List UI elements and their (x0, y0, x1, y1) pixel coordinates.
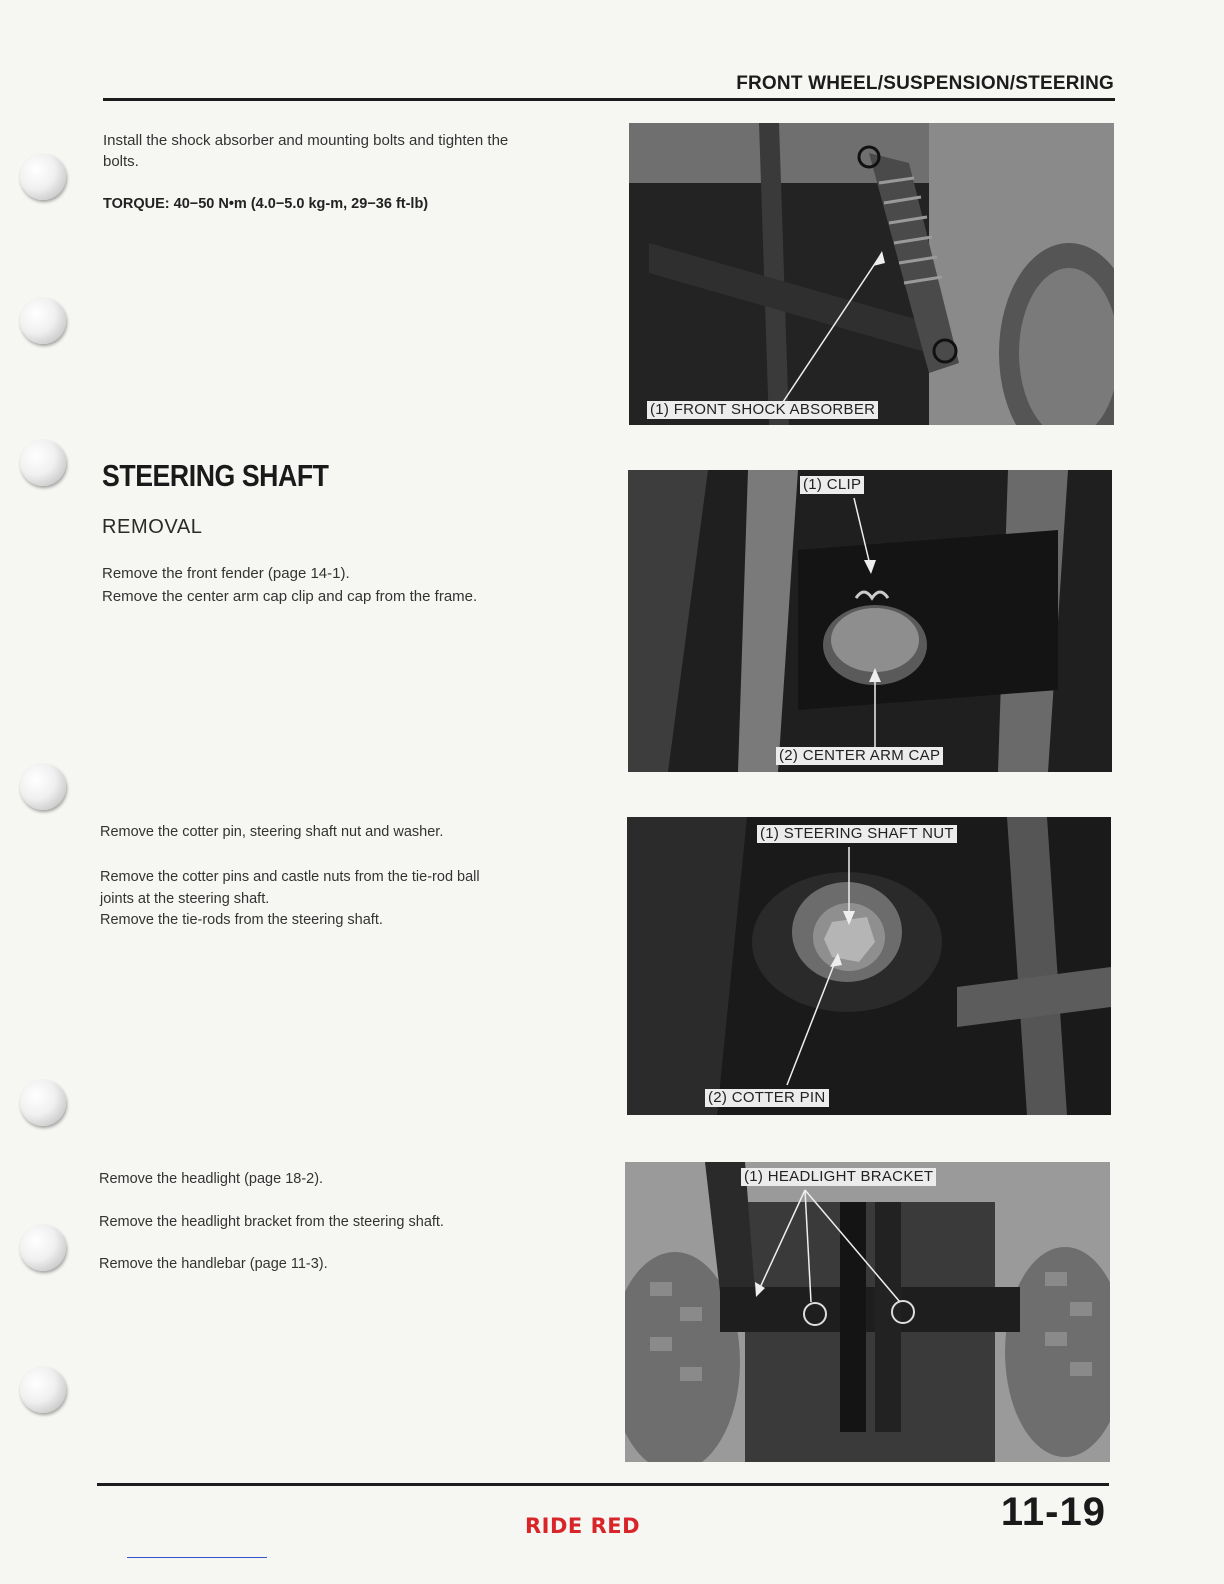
binder-hole (20, 1367, 66, 1413)
headlight-line-3: Remove the handlebar (page 11-3). (99, 1256, 328, 1272)
nut-line-2: Remove the cotter pins and castle nuts from the tie-rod ball (100, 869, 480, 885)
binder-hole (20, 440, 66, 486)
figure-steering-shaft-nut (627, 817, 1111, 1115)
label-clip: (1) CLIP (800, 476, 864, 494)
intro-line-2: bolts. (103, 153, 139, 170)
footer-underline (127, 1557, 267, 1558)
label-center-arm-cap: (2) CENTER ARM CAP (776, 747, 943, 765)
section-title: FRONT WHEEL/SUSPENSION/STEERING (736, 73, 1114, 94)
torque-spec: TORQUE: 40−50 N•m (4.0−5.0 kg-m, 29−36 ft-lb) (103, 196, 429, 212)
intro-line-1: Install the shock absorber and mounting bolts and tighten the (103, 132, 509, 149)
brand-logo: RIDE RED (525, 1514, 641, 1538)
nut-line-1: Remove the cotter pin, steering shaft nut and washer. (100, 824, 444, 840)
subsection-title: REMOVAL (102, 516, 203, 538)
label-steering-shaft-nut: (1) STEERING SHAFT NUT (757, 825, 957, 843)
label-cotter-pin: (2) COTTER PIN (705, 1089, 829, 1107)
nut-line-3: joints at the steering shaft. (100, 891, 270, 907)
figure-shock-absorber (629, 123, 1114, 425)
figure-headlight-bracket (625, 1162, 1110, 1462)
binder-hole (20, 764, 66, 810)
header-rule (103, 98, 1115, 101)
removal-line-1: Remove the front fender (page 14-1). (102, 565, 350, 582)
removal-line-2: Remove the center arm cap clip and cap from the frame. (102, 588, 478, 605)
headlight-line-2: Remove the headlight bracket from the steering shaft. (99, 1214, 444, 1230)
bracket-photo-illustration (625, 1162, 1110, 1462)
binder-hole (20, 154, 66, 200)
nut-photo-illustration (627, 817, 1111, 1115)
shock-photo-illustration (629, 123, 1114, 425)
label-headlight-bracket: (1) HEADLIGHT BRACKET (741, 1168, 936, 1186)
nut-line-4: Remove the tie-rods from the steering shaft. (100, 912, 383, 928)
binder-hole (20, 1080, 66, 1126)
headlight-line-1: Remove the headlight (page 18-2). (99, 1171, 324, 1187)
binder-hole (20, 1225, 66, 1271)
page-title: STEERING SHAFT (102, 458, 329, 493)
footer-rule (97, 1483, 1109, 1486)
binder-hole (20, 298, 66, 344)
clip-photo-illustration (628, 470, 1112, 772)
label-front-shock-absorber: (1) FRONT SHOCK ABSORBER (647, 401, 878, 419)
figure-center-arm-cap (628, 470, 1112, 772)
page-number: 11-19 (1000, 1490, 1106, 1534)
